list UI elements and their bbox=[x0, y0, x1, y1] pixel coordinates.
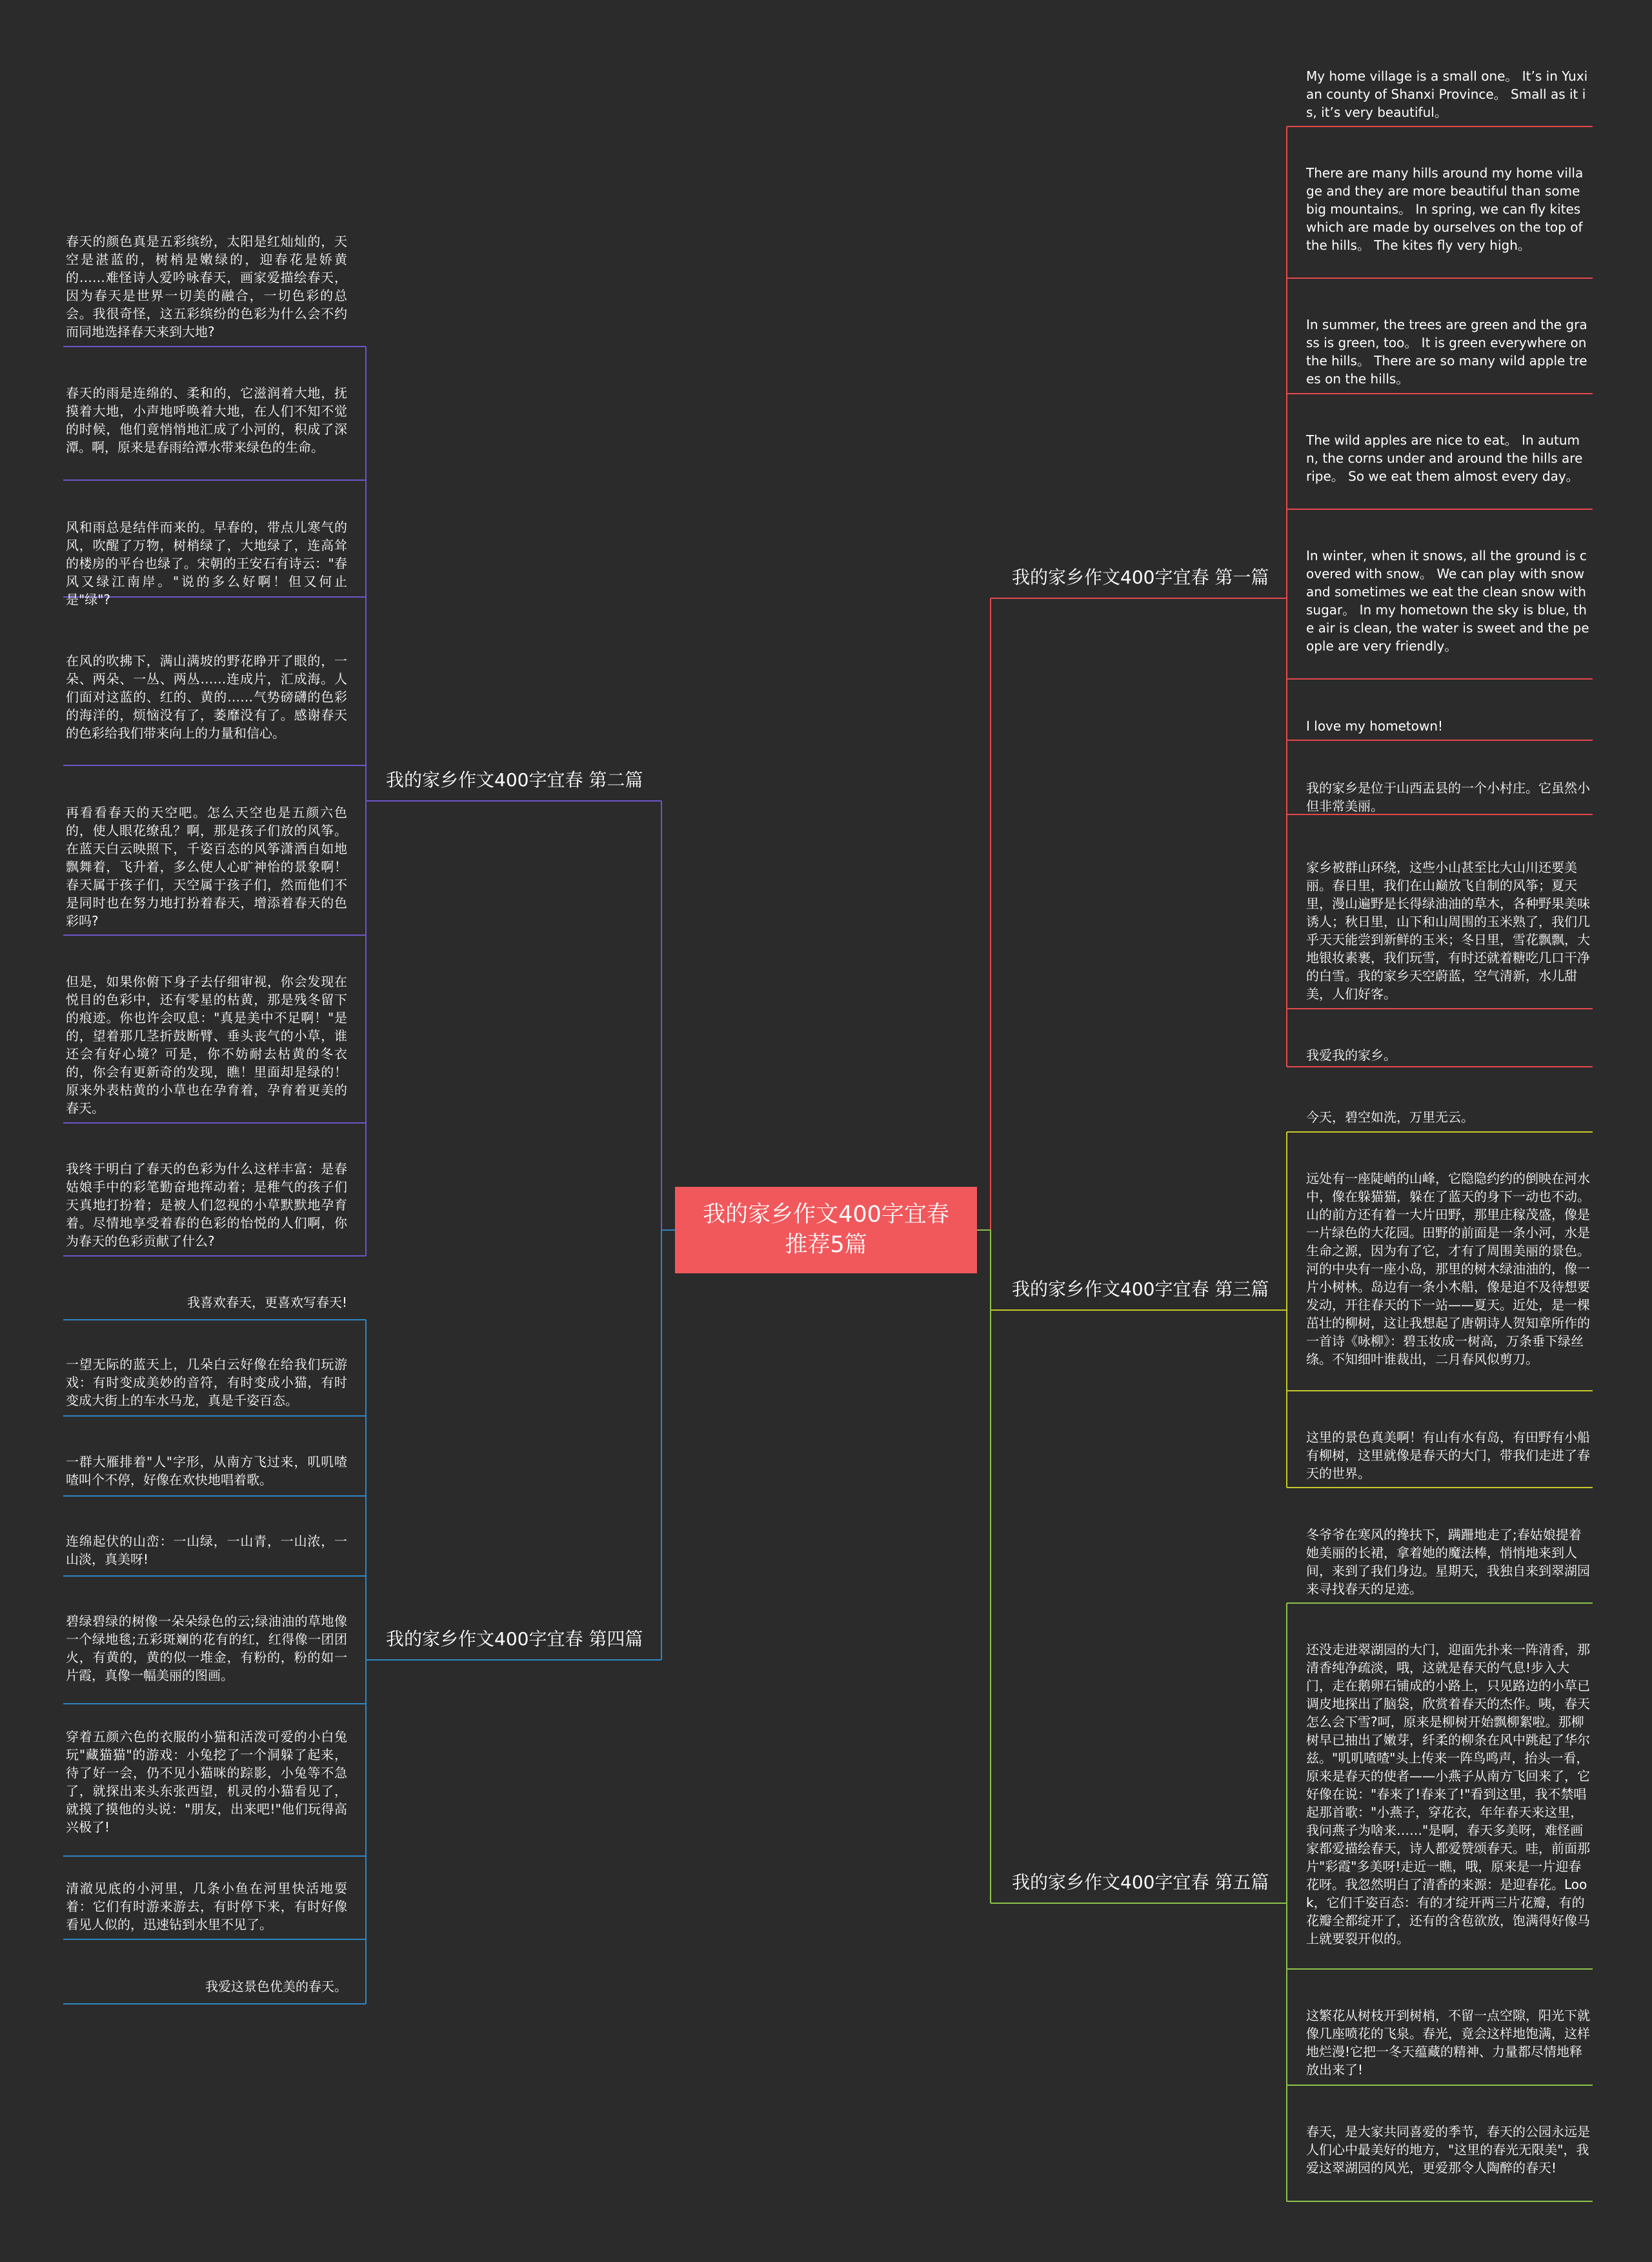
branch-topic-2[interactable]: 我的家乡作文400字宜春 第二篇 bbox=[386, 769, 643, 791]
leaf-b1-4: The wild apples are nice to eat。 In autumn, the corns under and around the hills are ripe。 So we eat them almost every day。 bbox=[1306, 432, 1583, 484]
leaf-b1-6: I love my hometown! bbox=[1306, 718, 1444, 734]
leaf-b2-2: 春天的雨是连绵的、柔和的，它滋润着大地，抚摸着大地，小声地呼唤着大地，在人们不知不觉的时候，他们竟悄悄地汇成了小河的，积成了深潭。啊，原来是春雨给潭水带来绿色的生命。 bbox=[66, 385, 347, 455]
leaf-b1-3: In summer, the trees are green and the grass is green, too。 It is green everywhere on the hills。 There are so many wild apple trees on the hills。 bbox=[1306, 317, 1587, 387]
branch-topic-3[interactable]: 我的家乡作文400字宜春 第三篇 bbox=[1012, 1278, 1269, 1300]
leaf-b4-4: 连绵起伏的山峦：一山绿，一山青，一山浓，一山淡，真美呀! bbox=[66, 1533, 347, 1567]
branch-topic-5[interactable]: 我的家乡作文400字宜春 第五篇 bbox=[1012, 1872, 1269, 1893]
leaf-b3-3: 这里的景色真美啊！有山有水有岛，有田野有小船有柳树，这里就像是春天的大门，带我们走进了春天的世界。 bbox=[1306, 1429, 1590, 1481]
leaf-b4-8: 我爱这景色优美的春天。 bbox=[205, 1979, 347, 1994]
leaf-b5-3: 这繁花从树枝开到树梢，不留一点空隙，阳光下就像几座喷花的飞泉。春光，竟会这样地饱满，这样地烂漫!它把一冬天蕴藏的精神、力量都尽情地释放出来了! bbox=[1306, 2008, 1590, 2077]
leaf-b1-5: In winter, when it snows, all the ground is covered with snow。 We can play with snow and sometimes we eat the clean snow with sugar。 In my hometown the sky is blue, the air is clean, the water is sweet and the people are very friendly。 bbox=[1306, 548, 1589, 654]
root-title-line2: 推荐5篇 bbox=[785, 1232, 867, 1258]
root-topic[interactable] bbox=[675, 1187, 977, 1273]
branch-topic-4[interactable]: 我的家乡作文400字宜春 第四篇 bbox=[386, 1628, 643, 1650]
leaf-b1-2: There are many hills around my home village and they are more beautiful than some big mountains。 In spring, we can fly kites which are made by ourselves on the top of the hills。 The kites fly very high。 bbox=[1306, 165, 1584, 253]
leaf-b3-2: 远处有一座陡峭的山峰，它隐隐约约的倒映在河水中，像在躲猫猫，躲在了蓝天的身下一动也不动。山的前方还有着一大片田野，那里庄稼茂盛，像是一片绿色的大花园。田野的前面是一条小河，水是生命之源，因为有了它，才有了周围美丽的景色。河的中央有一座小岛，那里的树木绿油油的，像一片小树林。岛边有一条小木船，像是迫不及待想要发动，开往春天的下一站——夏天。近处，是一棵茁壮的柳树，这让我想起了唐朝诗人贺知章所作的一首诗《咏柳》：碧玉妆成一树高，万条垂下绿丝绦。不知细叶谁裁出，二月春风似剪刀。 bbox=[1306, 1171, 1590, 1367]
root-title-line1: 我的家乡作文400字宜春 bbox=[703, 1202, 949, 1227]
leaf-b1-9: 我爱我的家乡。 bbox=[1306, 1047, 1396, 1063]
leaf-b2-7: 我终于明白了春天的色彩为什么这样丰富：是春姑娘手中的彩笔勤奋地挥动着；是稚气的孩子们天真地打扮着；是被人们忽视的小草默默地孕育着。尽情地享受着春的色彩的怡悦的人们啊，你为春天的色彩贡献了什么? bbox=[66, 1161, 347, 1249]
leaf-b3-1: 今天，碧空如洗，万里无云。 bbox=[1306, 1109, 1474, 1125]
leaf-b5-1: 冬爷爷在寒风的搀扶下，蹒跚地走了;春姑娘提着她美丽的长裙，拿着她的魔法棒，悄悄地来到人间，来到了我们身边。星期天，我独自来到翠湖园来寻找春天的足迹。 bbox=[1306, 1527, 1590, 1597]
leaf-b1-8: 家乡被群山环绕，这些小山甚至比大山川还要美丽。春日里，我们在山巅放飞自制的风筝；夏天里，漫山遍野是长得绿油油的草木，各种野果美味诱人；秋日里，山下和山周围的玉米熟了，我们几乎天天能尝到新鲜的玉米；冬日里，雪花飘飘，大地银妆素裹，我们玩雪，有时还就着糖吃几口干净的白雪。我的家乡天空蔚蓝，空气清新，水儿甜美，人们好客。 bbox=[1306, 860, 1590, 1002]
leaf-b5-4: 春天，是大家共同喜爱的季节，春天的公园永远是人们心中最美好的地方，"这里的春光无限美"，我爱这翠湖园的风光，更爱那令人陶醉的春天! bbox=[1306, 2124, 1590, 2176]
leaf-b2-5: 再看看春天的天空吧。怎么天空也是五颜六色的，使人眼花缭乱？啊，那是孩子们放的风筝。在蓝天白云映照下，千姿百态的风筝潇洒自如地飘舞着，飞升着，多么使人心旷神怡的景象啊！春天属于孩子们，天空属于孩子们，然而他们不是同时也在努力地打扮着春天，增添着春天的色彩吗? bbox=[66, 805, 347, 929]
leaf-b4-1: 我喜欢春天，更喜欢写春天! bbox=[186, 1295, 347, 1310]
leaf-b4-5: 碧绿碧绿的树像一朵朵绿色的云;绿油油的草地像一个绿地毯;五彩斑斓的花有的红，红得像一团团火，有黄的，黄的似一堆金，有粉的，粉的如一片霞，真像一幅美丽的图画。 bbox=[66, 1613, 347, 1683]
leaf-b2-4: 在风的吹拂下，满山满坡的野花睁开了眼的，一朵、两朵、一丛、两丛……连成片，汇成海。人们面对这蓝的、红的、黄的……气势磅礴的色彩的海洋的，烦恼没有了，萎靡没有了。感谢春天的色彩给我们带来向上的力量和信心。 bbox=[66, 653, 347, 741]
leaf-b4-6: 穿着五颜六色的衣服的小猫和活泼可爱的小白兔玩"藏猫猫"的游戏：小兔挖了一个洞躲了起来，待了好一会，仍不见小猫咪的踪影，小兔等不急了，就探出来头东张西望，机灵的小猫看见了，就摸了摸他的头说："朋友，出来吧!"他们玩得高兴极了! bbox=[66, 1729, 347, 1835]
leaf-b4-3: 一群大雁排着"人"字形，从南方飞过来，叽叽喳喳叫个不停，好像在欢快地唱着歌。 bbox=[66, 1454, 347, 1488]
leaf-b1-7: 我的家乡是位于山西盂县的一个小村庄。它虽然小但非常美丽。 bbox=[1306, 780, 1590, 814]
leaf-b2-1: 春天的颜色真是五彩缤纷，太阳是红灿灿的，天空是湛蓝的，树梢是嫩绿的，迎春花是娇黄的……难怪诗人爱吟咏春天，画家爱描绘春天，因为春天是世界一切美的融合，一切色彩的总会。我很奇怪，这五彩缤纷的色彩为什么会不约而同地选择春天来到大地? bbox=[66, 234, 347, 339]
leaf-b1-1: My home village is a small one。 It’s in Yuxian county of Shanxi Province。 Small as it is, it’s very beautiful。 bbox=[1306, 68, 1588, 120]
leaf-b4-2: 一望无际的蓝天上，几朵白云好像在给我们玩游戏：有时变成美妙的音符，有时变成小猫，有时变成大街上的车水马龙，真是千姿百态。 bbox=[66, 1357, 347, 1408]
leaf-b5-2: 还没走进翠湖园的大门，迎面先扑来一阵清香，那清香纯净疏淡，哦，这就是春天的气息!步入大门，走在鹅卵石铺成的小路上，只见路边的小草已调皮地探出了脑袋，欣赏着春天的杰作。咦，春天怎么会下雪?呵，原来是柳树开始飘柳絮啦。那柳树早已抽出了嫩芽，纤柔的柳条在风中跳起了华尔兹。"叽叽喳喳"头上传来一阵鸟鸣声，抬头一看，原来是春天的使者——小燕子从南方飞回来了，它好像在说："春来了!春来了!"看到这里，我不禁唱起那首歌："小燕子，穿花衣，年年春天来这里，我问燕子为啥来……"是啊，春天多美呀，难怪画家都爱描绘春天，诗人都爱赞颂春天。哇，前面那片"彩霞"多美呀!走近一瞧，哦，原来是一片迎春花呀。我忽然明白了清香的来源：是迎春花。Look，它们千姿百态：有的才绽开两三片花瓣，有的花瓣全都绽开了，还有的含苞欲放，饱满得好像马上就要裂开似的。 bbox=[1306, 1642, 1590, 1946]
leaf-b2-6: 但是，如果你俯下身子去仔细审视，你会发现在悦目的色彩中，还有零星的枯黄，那是残冬留下的痕迹。你也许会叹息："真是美中不足啊！"是的，望着那几茎折鼓断臂、垂头丧气的小草，谁还会有好心境？可是，你不妨耐去枯黄的冬衣的，你会有更新奇的发现，瞧！里面却是绿的！原来外表枯黄的小草也在孕育着，孕育着更美的春天。 bbox=[66, 974, 347, 1116]
leaf-b2-3: 风和雨总是结伴而来的。早春的，带点儿寒气的风，吹醒了万物，树梢绿了，大地绿了，连高耸的楼房的平台也绿了。宋朝的王安石有诗云："春风又绿江南岸。"说的多么好啊！但又何止是"绿"? bbox=[66, 520, 347, 607]
leaf-b4-7: 清澈见底的小河里，几条小鱼在河里快活地耍着：它们有时游来游去，有时停下来，有时好像看见人似的，迅速钻到水里不见了。 bbox=[66, 1881, 347, 1932]
branch-topic-1[interactable]: 我的家乡作文400字宜春 第一篇 bbox=[1012, 567, 1269, 588]
